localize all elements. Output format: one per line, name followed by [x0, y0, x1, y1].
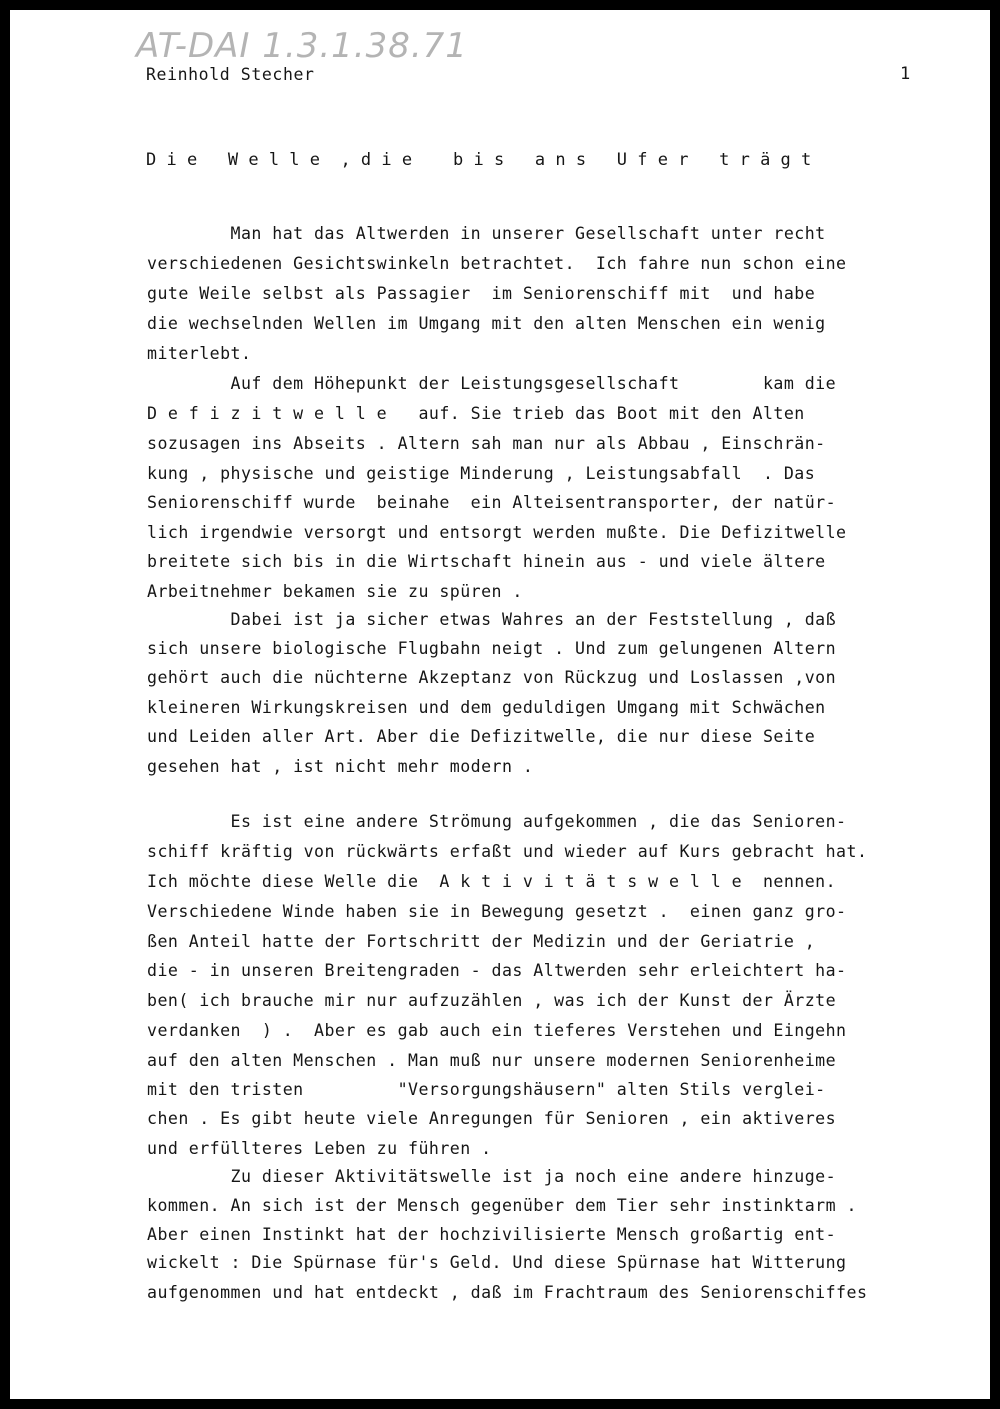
- text-line: sich unsere biologische Flugbahn neigt . Und zum gelungenen Altern: [147, 639, 837, 658]
- text-line: gute Weile selbst als Passagier im Seniorenschiff mit und habe: [147, 284, 816, 303]
- text-line: auf den alten Menschen . Man muß nur unsere modernen Seniorenheime: [147, 1051, 837, 1070]
- text-line: Ich möchte diese Welle die A k t i v i t ä t s w e l l e nennen.: [147, 872, 837, 891]
- text-line: gehört auch die nüchterne Akzeptanz von Rückzug und Loslassen ,von: [147, 668, 837, 687]
- text-line: chen . Es gibt heute viele Anregungen für Senioren , ein aktiveres: [147, 1109, 837, 1128]
- text-line: Aber einen Instinkt hat der hochzivilisierte Mensch großartig ent-: [147, 1225, 837, 1244]
- text-line: aufgenommen und hat entdeckt , daß im Frachtraum des Seniorenschiffes: [147, 1283, 868, 1302]
- text-line: und Leiden aller Art. Aber die Defizitwelle, die nur diese Seite: [147, 727, 816, 746]
- author-name: Reinhold Stecher: [146, 65, 315, 84]
- text-line: breitete sich bis in die Wirtschaft hinein aus - und viele ältere: [147, 552, 826, 571]
- text-line: Seniorenschiff wurde beinahe ein Alteisentransporter, der natür-: [147, 493, 837, 512]
- document-title: D i e W e l l e , d i e b i s a n s U f e r t r ä g t: [146, 150, 812, 170]
- text-line: gesehen hat , ist nicht mehr modern .: [147, 757, 534, 776]
- text-line: kommen. An sich ist der Mensch gegenüber dem Tier sehr instinktarm .: [147, 1196, 857, 1215]
- text-line: Arbeitnehmer bekamen sie zu spüren .: [147, 582, 523, 601]
- text-line: Verschiedene Winde haben sie in Bewegung gesetzt . einen ganz gro-: [147, 902, 847, 921]
- text-line: miterlebt.: [147, 344, 252, 363]
- text-line: ben( ich brauche mir nur aufzuzählen , was ich der Kunst der Ärzte: [147, 991, 837, 1010]
- text-line: wickelt : Die Spürnase für's Geld. Und diese Spürnase hat Witterung: [147, 1253, 847, 1272]
- text-line: ßen Anteil hatte der Fortschritt der Medizin und der Geriatrie ,: [147, 932, 816, 951]
- text-line: schiff kräftig von rückwärts erfaßt und wieder auf Kurs gebracht hat.: [147, 842, 868, 861]
- text-line: Es ist eine andere Strömung aufgekommen , die das Senioren-: [147, 812, 847, 831]
- text-line: und erfüllteres Leben zu führen .: [147, 1139, 492, 1158]
- archive-reference: AT-DAI 1.3.1.38.71: [136, 26, 468, 66]
- text-line: Zu dieser Aktivitätswelle ist ja noch eine andere hinzuge-: [147, 1167, 837, 1186]
- text-line: verdanken ) . Aber es gab auch ein tieferes Verstehen und Eingehn: [147, 1021, 847, 1040]
- text-line: mit den tristen "Versorgungshäusern" alten Stils verglei-: [147, 1080, 826, 1099]
- text-line: die wechselnden Wellen im Umgang mit den alten Menschen ein wenig: [147, 314, 826, 333]
- text-line: Auf dem Höhepunkt der Leistungsgesellschaft kam die: [147, 374, 837, 393]
- page-number: 1: [900, 64, 911, 84]
- document-page: [10, 10, 990, 1399]
- text-line: Dabei ist ja sicher etwas Wahres an der Feststellung , daß: [147, 610, 837, 629]
- text-line: kleineren Wirkungskreisen und dem geduldigen Umgang mit Schwächen: [147, 698, 826, 717]
- text-line: verschiedenen Gesichtswinkeln betrachtet. Ich fahre nun schon eine: [147, 254, 847, 273]
- text-line: die - in unseren Breitengraden - das Altwerden sehr erleichtert ha-: [147, 961, 847, 980]
- text-line: lich irgendwie versorgt und entsorgt werden mußte. Die Defizitwelle: [147, 523, 847, 542]
- text-line: sozusagen ins Abseits . Altern sah man nur als Abbau , Einschrän-: [147, 434, 826, 453]
- text-line: Man hat das Altwerden in unserer Gesellschaft unter recht: [147, 224, 826, 243]
- text-line: kung , physische und geistige Minderung , Leistungsabfall . Das: [147, 464, 816, 483]
- text-line: D e f i z i t w e l l e auf. Sie trieb das Boot mit den Alten: [147, 404, 805, 423]
